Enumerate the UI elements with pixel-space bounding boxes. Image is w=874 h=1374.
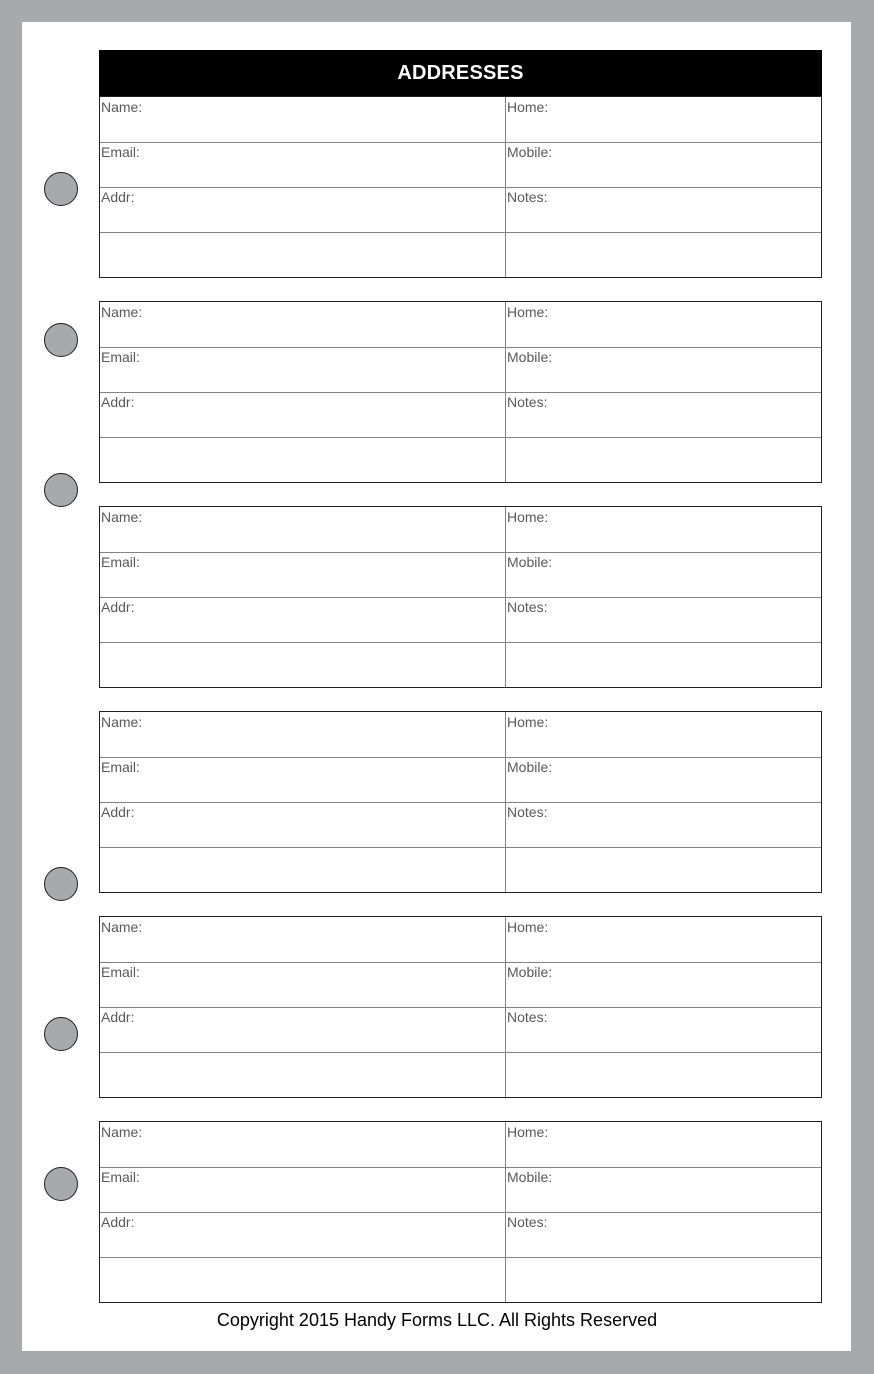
- email-label: Email:: [101, 144, 140, 160]
- blank-field[interactable]: [100, 437, 506, 482]
- punch-hole: [44, 172, 78, 206]
- entry-row: [100, 1167, 821, 1213]
- email-field[interactable]: [100, 1167, 506, 1212]
- notes-label: Notes:: [507, 1214, 548, 1230]
- name-field[interactable]: [100, 712, 506, 757]
- entry-row: [100, 552, 821, 598]
- entry-row: [100, 712, 821, 758]
- home-field[interactable]: [506, 507, 821, 552]
- address-entry: [99, 916, 822, 1098]
- entry-row: [100, 597, 821, 643]
- notes-label: Notes:: [507, 189, 548, 205]
- mobile-field[interactable]: [506, 552, 821, 597]
- addr-field[interactable]: [100, 1212, 506, 1257]
- address-entry: [99, 711, 822, 893]
- notes-label: Notes:: [507, 599, 548, 615]
- mobile-label: Mobile:: [507, 349, 553, 365]
- mobile-field[interactable]: [506, 347, 821, 392]
- punch-hole: [44, 867, 78, 901]
- email-field[interactable]: [100, 757, 506, 802]
- addr-field[interactable]: [100, 1007, 506, 1052]
- entry-row: [100, 802, 821, 848]
- home-field[interactable]: [506, 917, 821, 962]
- mobile-label: Mobile:: [507, 1169, 553, 1185]
- entry-row: [100, 847, 821, 892]
- entry-row: [100, 1257, 821, 1302]
- name-label: Name:: [101, 1124, 143, 1140]
- notes-label: Notes:: [507, 804, 548, 820]
- entry-row: [100, 232, 821, 277]
- blank-field[interactable]: [506, 1257, 821, 1302]
- email-label: Email:: [101, 554, 140, 570]
- name-label: Name:: [101, 509, 143, 525]
- name-label: Name:: [101, 714, 143, 730]
- notes-field[interactable]: [506, 597, 821, 642]
- mobile-label: Mobile:: [507, 554, 553, 570]
- mobile-label: Mobile:: [507, 144, 553, 160]
- notes-field[interactable]: [506, 1212, 821, 1257]
- email-field[interactable]: [100, 962, 506, 1007]
- punch-hole: [44, 473, 78, 507]
- email-label: Email:: [101, 964, 140, 980]
- home-label: Home:: [507, 919, 549, 935]
- entry-row: [100, 1007, 821, 1053]
- home-field[interactable]: [506, 712, 821, 757]
- addr-field[interactable]: [100, 802, 506, 847]
- copyright-notice: Copyright 2015 Handy Forms LLC. All Rights Reserved: [216, 1310, 658, 1330]
- home-field[interactable]: [506, 1122, 821, 1167]
- blank-field[interactable]: [100, 1052, 506, 1097]
- entry-row: [100, 1122, 821, 1168]
- name-field[interactable]: [100, 1122, 506, 1167]
- blank-field[interactable]: [100, 1257, 506, 1302]
- name-field[interactable]: [100, 507, 506, 552]
- home-label: Home:: [507, 714, 549, 730]
- entry-row: [100, 392, 821, 438]
- name-field[interactable]: [100, 97, 506, 142]
- notes-label: Notes:: [507, 394, 548, 410]
- entry-row: [100, 347, 821, 393]
- addr-label: Addr:: [101, 1009, 135, 1025]
- email-label: Email:: [101, 759, 140, 775]
- blank-field[interactable]: [100, 642, 506, 687]
- entry-row: [100, 437, 821, 482]
- email-label: Email:: [101, 1169, 140, 1185]
- blank-field[interactable]: [506, 847, 821, 892]
- mobile-field[interactable]: [506, 757, 821, 802]
- entry-row: [100, 642, 821, 687]
- blank-field[interactable]: [506, 1052, 821, 1097]
- punch-hole: [44, 1167, 78, 1201]
- entry-row: [100, 97, 821, 143]
- email-field[interactable]: [100, 552, 506, 597]
- entry-row: [100, 1212, 821, 1258]
- home-field[interactable]: [506, 97, 821, 142]
- blank-field[interactable]: [100, 847, 506, 892]
- addr-label: Addr:: [101, 189, 135, 205]
- entry-row: [100, 917, 821, 963]
- name-field[interactable]: [100, 302, 506, 347]
- addr-label: Addr:: [101, 804, 135, 820]
- page-title: ADDRESSES: [99, 50, 822, 96]
- mobile-field[interactable]: [506, 142, 821, 187]
- entry-row: [100, 302, 821, 348]
- addr-field[interactable]: [100, 392, 506, 437]
- address-entry: [99, 301, 822, 483]
- addr-field[interactable]: [100, 597, 506, 642]
- addr-label: Addr:: [101, 394, 135, 410]
- entry-row: [100, 187, 821, 233]
- address-entry: [99, 506, 822, 688]
- home-label: Home:: [507, 99, 549, 115]
- blank-field[interactable]: [506, 642, 821, 687]
- entry-row: [100, 757, 821, 803]
- blank-field[interactable]: [100, 232, 506, 277]
- entry-row: [100, 962, 821, 1008]
- mobile-field[interactable]: [506, 1167, 821, 1212]
- blank-field[interactable]: [506, 437, 821, 482]
- home-label: Home:: [507, 304, 549, 320]
- home-field[interactable]: [506, 302, 821, 347]
- entry-row: [100, 1052, 821, 1097]
- notes-label: Notes:: [507, 1009, 548, 1025]
- name-label: Name:: [101, 304, 143, 320]
- blank-field[interactable]: [506, 232, 821, 277]
- home-label: Home:: [507, 1124, 549, 1140]
- address-entry: [99, 96, 822, 278]
- name-label: Name:: [101, 919, 143, 935]
- email-label: Email:: [101, 349, 140, 365]
- punch-hole: [44, 323, 78, 357]
- addr-label: Addr:: [101, 1214, 135, 1230]
- email-field[interactable]: [100, 347, 506, 392]
- name-field[interactable]: [100, 917, 506, 962]
- mobile-label: Mobile:: [507, 964, 553, 980]
- email-field[interactable]: [100, 142, 506, 187]
- name-label: Name:: [101, 99, 143, 115]
- notes-field[interactable]: [506, 1007, 821, 1052]
- mobile-label: Mobile:: [507, 759, 553, 775]
- mobile-field[interactable]: [506, 962, 821, 1007]
- address-entry: [99, 1121, 822, 1303]
- notes-field[interactable]: [506, 392, 821, 437]
- notes-field[interactable]: [506, 802, 821, 847]
- addr-field[interactable]: [100, 187, 506, 232]
- addr-label: Addr:: [101, 599, 135, 615]
- entry-row: [100, 142, 821, 188]
- punch-hole: [44, 1017, 78, 1051]
- notes-field[interactable]: [506, 187, 821, 232]
- entry-row: [100, 507, 821, 553]
- home-label: Home:: [507, 509, 549, 525]
